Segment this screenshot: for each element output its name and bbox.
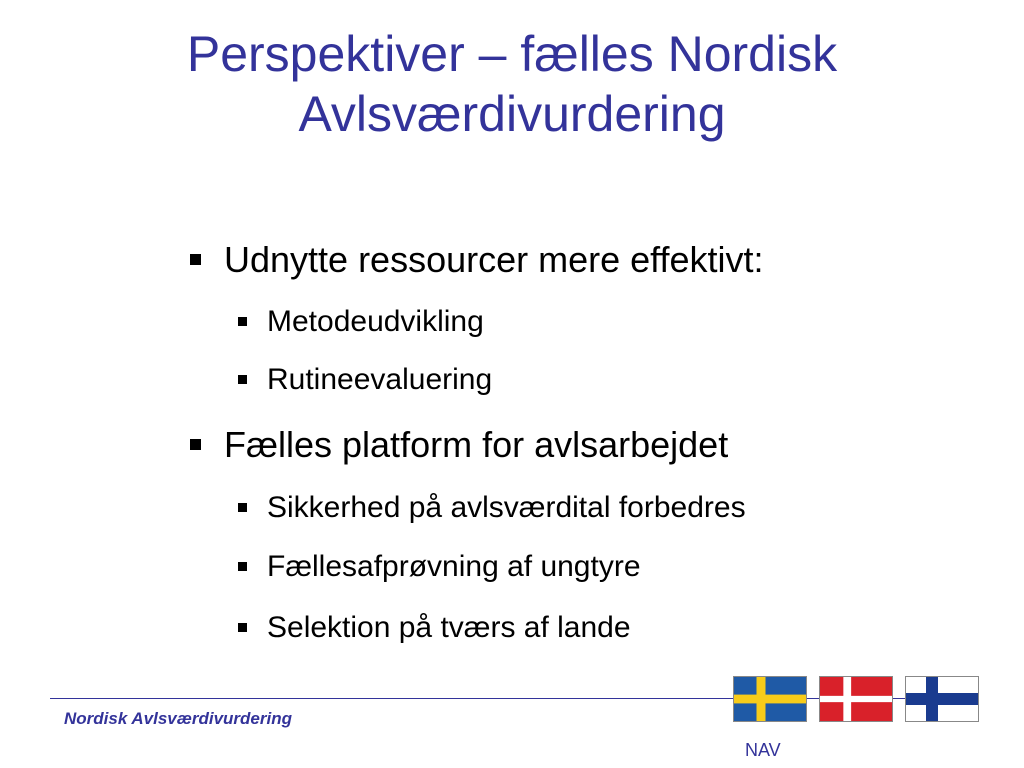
square-bullet-icon bbox=[238, 375, 247, 384]
slide-title-line-2: Avlsværdivurdering bbox=[298, 86, 726, 142]
denmark-flag-icon bbox=[819, 676, 893, 722]
sub-bullet-text: Selektion på tværs af lande bbox=[267, 611, 631, 644]
footer-label: Nordisk Avlsværdivurdering bbox=[64, 709, 292, 728]
square-bullet-icon bbox=[238, 562, 247, 571]
sub-bullet-text: Sikkerhed på avlsværdital forbedres bbox=[267, 491, 746, 524]
sub-bullet-item bbox=[267, 305, 484, 339]
flags-row bbox=[733, 676, 983, 724]
square-bullet-icon bbox=[190, 439, 201, 450]
sub-bullet-item bbox=[267, 550, 641, 584]
bullet-text: Udnytte ressourcer mere effektivt: bbox=[224, 239, 764, 280]
square-bullet-icon bbox=[190, 254, 201, 265]
bullet-item bbox=[224, 240, 764, 280]
sweden-flag-icon bbox=[733, 676, 807, 722]
bullet-item bbox=[224, 425, 728, 465]
square-bullet-icon bbox=[238, 503, 247, 512]
sub-bullet-text: Fællesafprøvning af ungtyre bbox=[267, 550, 641, 583]
bullet-text: Fælles platform for avlsarbejdet bbox=[224, 424, 729, 465]
sub-bullet-text: Rutineevaluering bbox=[267, 363, 493, 396]
sub-bullet-text: Metodeudvikling bbox=[267, 305, 484, 338]
slide-title-line-1: Perspektiver – fælles Nordisk bbox=[186, 26, 838, 82]
sub-bullet-item bbox=[267, 611, 631, 645]
nav-label: NAV bbox=[745, 740, 781, 760]
square-bullet-icon bbox=[238, 623, 247, 632]
square-bullet-icon bbox=[238, 317, 247, 326]
sub-bullet-item bbox=[267, 491, 746, 525]
finland-flag-icon bbox=[905, 676, 979, 722]
sub-bullet-item bbox=[267, 363, 492, 397]
